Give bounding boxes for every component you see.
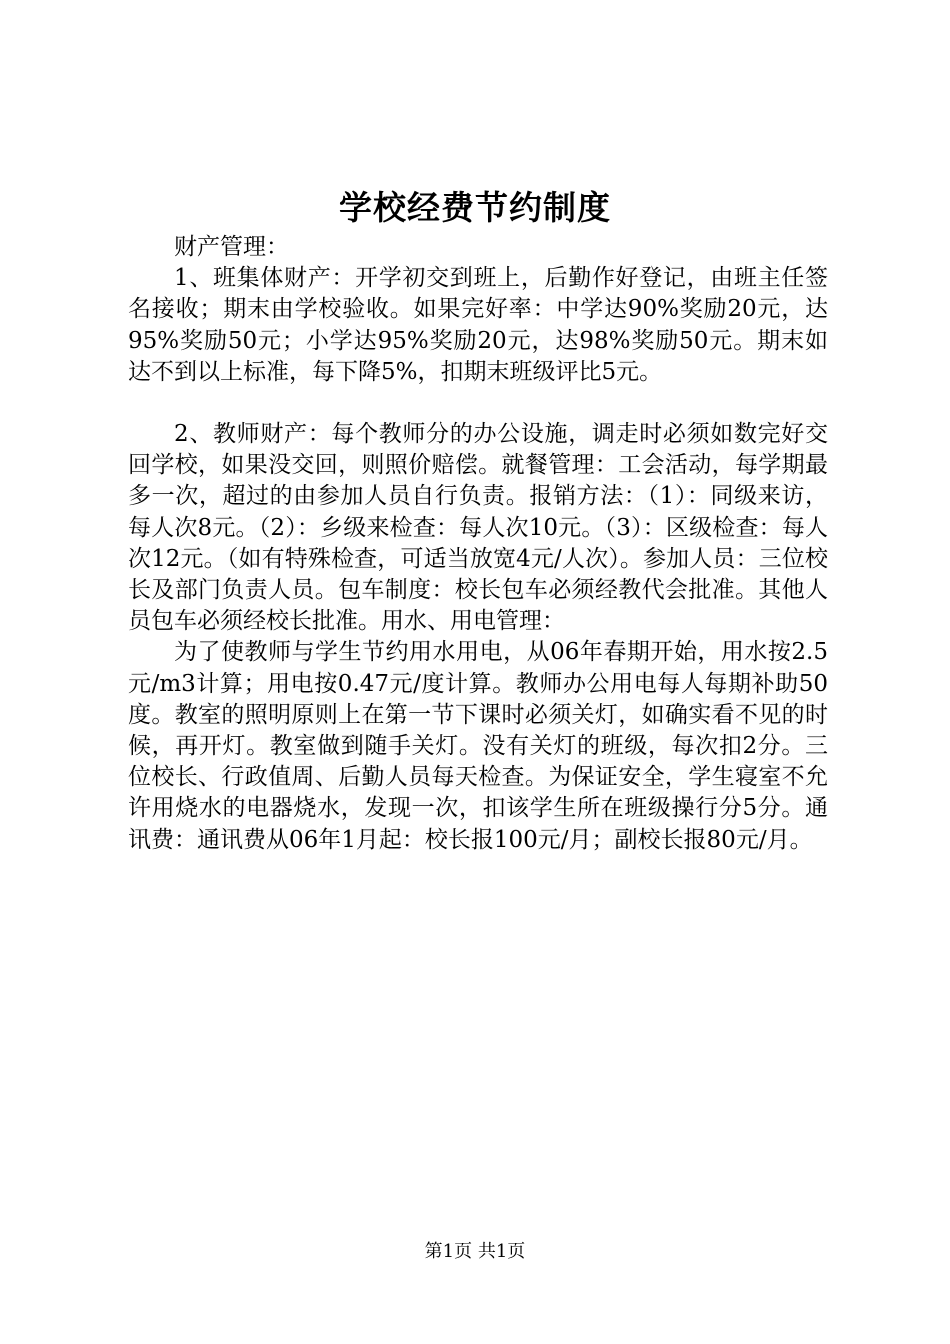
document-title: 学校经费节约制度	[339, 188, 611, 227]
paragraph-teacher-property: 2、教师财产：每个教师分的办公设施，调走时必须如数完好交回学校，如果没交回，则照价赔偿。就餐管理：工会活动，每学期最多一次，超过的由参加人员自行负责。报销方法：（1）：同级来访，每人次8元。（2）：乡级来检查：每人次10元。（3）：区级检查：每人次12元。（如有特殊检查，可适当放宽4元/人次）。参加人员：三位校长及部门负责人员。包车制度：校长包车必须经教代会批准。其他人员包车必须经校长批准。用水、用电管理：	[128, 421, 828, 635]
document-body	[128, 232, 828, 856]
section-heading-property-management: 财产管理：	[174, 234, 289, 260]
paragraph-class-property: 1、班集体财产：开学初交到班上，后勤作好登记，由班主任签名接收；期末由学校验收。如果完好率：中学达90%奖励20元，达95%奖励50元；小学达95%奖励20元，达98%奖励50元。期末如达不到以上标准，每下降5%，扣期末班级评比5元。	[128, 265, 828, 385]
paragraph-water-electricity: 为了使教师与学生节约用水用电，从06年春期开始，用水按2.5元/m3计算；用电按0.47元/度计算。教师办公用电每人每期补助50度。教室的照明原则上在第一节下课时必须关灯，如确实看不见的时候，再开灯。教室做到随手关灯。没有关灯的班级，每次扣2分。三位校长、行政值周、后勤人员每天检查。为保证安全，学生寝室不允许用烧水的电器烧水，发现一次，扣该学生所在班级操行分5分。通讯费：通讯费从06年1月起：校长报100元/月；副校长报80元/月。	[128, 639, 828, 853]
page-footer: 第1页 共1页	[424, 1241, 526, 1262]
